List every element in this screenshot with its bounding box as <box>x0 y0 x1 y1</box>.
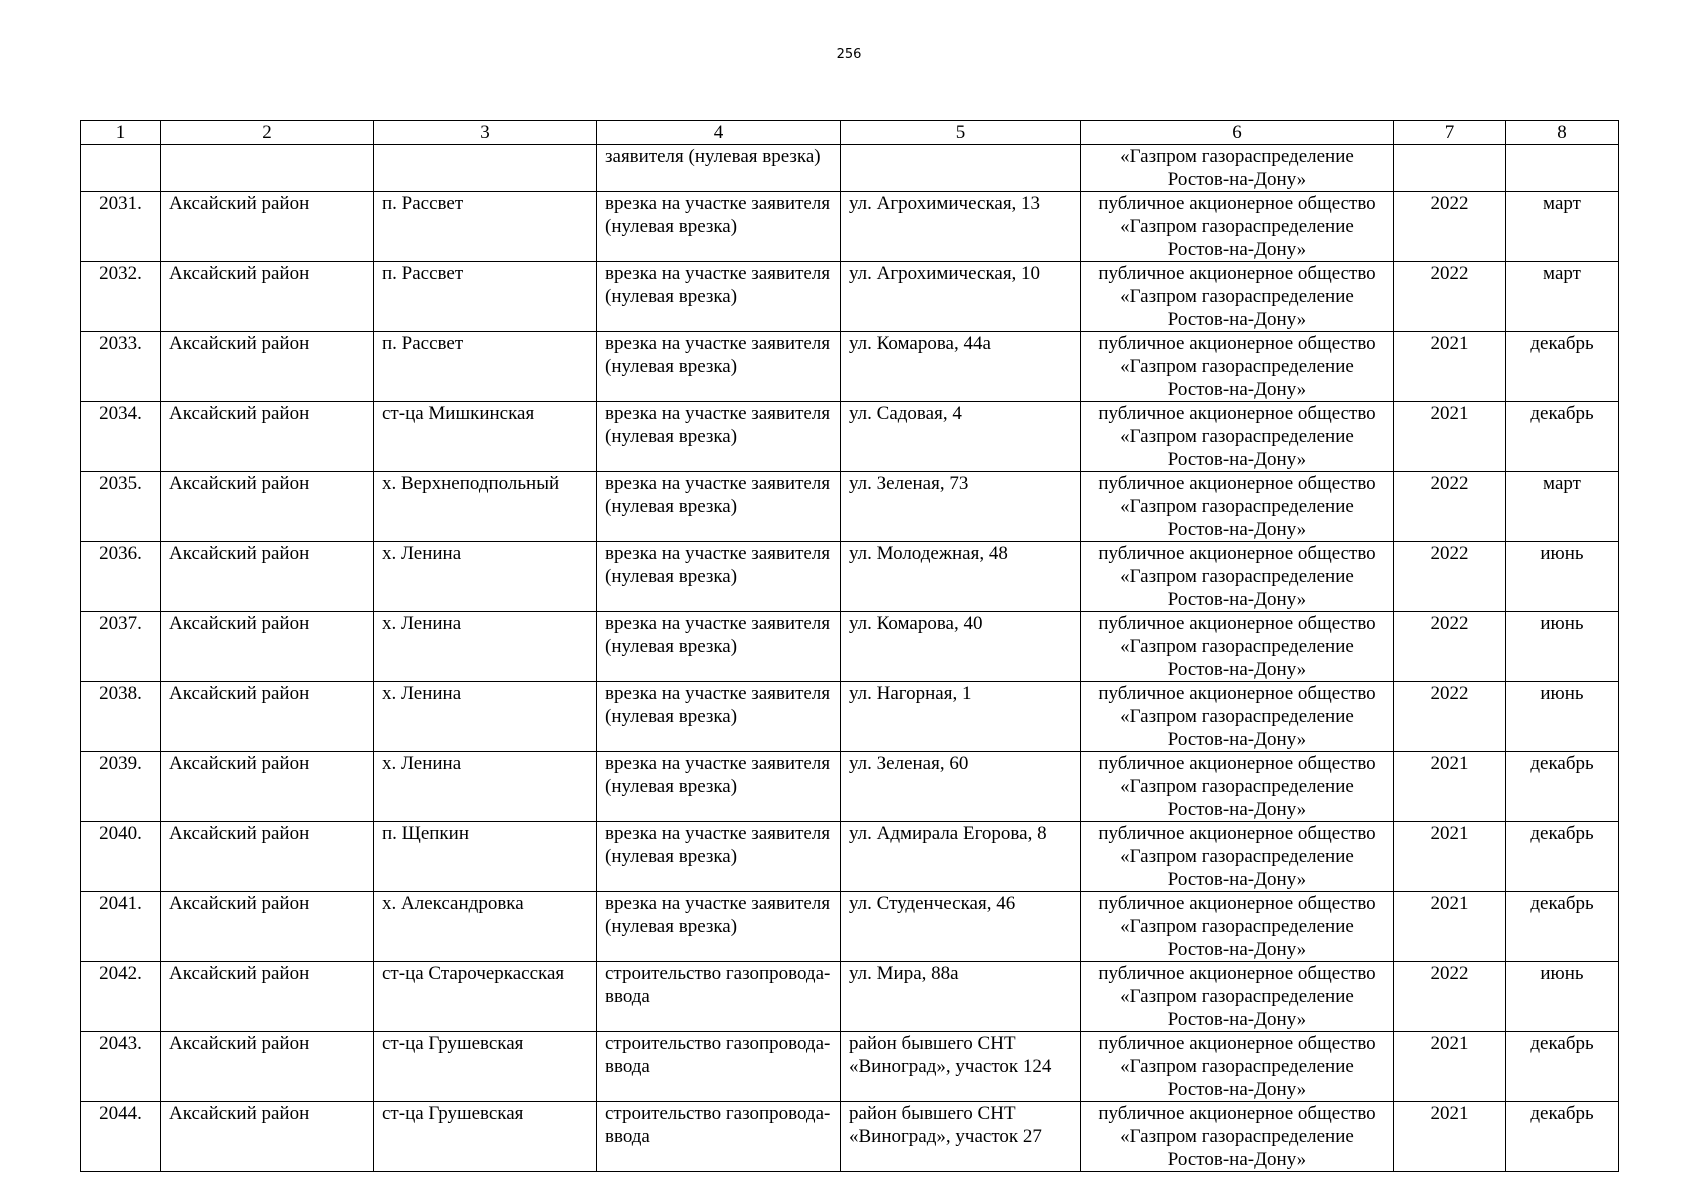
month-cell: декабрь <box>1506 1032 1619 1102</box>
work-type-cell: врезка на участке заявителя (нулевая врезка) <box>597 402 841 472</box>
row-number-cell: 2043. <box>81 1032 161 1102</box>
district-cell: Аксайский район <box>161 822 374 892</box>
address-cell: ул. Садовая, 4 <box>841 402 1081 472</box>
district-cell: Аксайский район <box>161 402 374 472</box>
year-cell: 2022 <box>1394 962 1506 1032</box>
month-cell: декабрь <box>1506 892 1619 962</box>
column-number-header-row <box>81 121 1619 145</box>
work-type-cell: врезка на участке заявителя (нулевая врезка) <box>597 472 841 542</box>
work-type-cell: врезка на участке заявителя (нулевая врезка) <box>597 682 841 752</box>
table-cell <box>81 145 161 192</box>
district-cell: Аксайский район <box>161 332 374 402</box>
year-cell: 2021 <box>1394 402 1506 472</box>
table-row <box>81 892 1619 962</box>
organization-cell: публичное акционерное общество «Газпром газораспределение Ростов-на-Дону» <box>1081 402 1394 472</box>
row-number-cell: 2032. <box>81 262 161 332</box>
work-type-cell: врезка на участке заявителя (нулевая врезка) <box>597 262 841 332</box>
year-cell: 2022 <box>1394 542 1506 612</box>
month-cell: декабрь <box>1506 752 1619 822</box>
work-type-cell: врезка на участке заявителя (нулевая врезка) <box>597 892 841 962</box>
month-cell: декабрь <box>1506 402 1619 472</box>
table-row <box>81 612 1619 682</box>
row-number-cell: 2040. <box>81 822 161 892</box>
table-row <box>81 472 1619 542</box>
district-cell: Аксайский район <box>161 192 374 262</box>
locality-cell: х. Ленина <box>374 682 597 752</box>
row-number-cell: 2041. <box>81 892 161 962</box>
table-row <box>81 752 1619 822</box>
organization-cell: публичное акционерное общество «Газпром газораспределение Ростов-на-Дону» <box>1081 822 1394 892</box>
organization-cell: публичное акционерное общество «Газпром газораспределение Ростов-на-Дону» <box>1081 962 1394 1032</box>
row-number-cell: 2034. <box>81 402 161 472</box>
locality-cell: ст-ца Грушевская <box>374 1032 597 1102</box>
district-cell: Аксайский район <box>161 612 374 682</box>
locality-cell: х. Верхнеподпольный <box>374 472 597 542</box>
address-cell: ул. Молодежная, 48 <box>841 542 1081 612</box>
table-cell <box>1394 145 1506 192</box>
column-header: 2 <box>161 121 374 145</box>
address-cell: ул. Адмирала Егорова, 8 <box>841 822 1081 892</box>
month-cell: июнь <box>1506 542 1619 612</box>
organization-cell: публичное акционерное общество «Газпром газораспределение Ростов-на-Дону» <box>1081 192 1394 262</box>
organization-cell: публичное акционерное общество «Газпром газораспределение Ростов-на-Дону» <box>1081 752 1394 822</box>
row-number-cell: 2042. <box>81 962 161 1032</box>
table-row <box>81 1102 1619 1172</box>
address-cell: ул. Студенческая, 46 <box>841 892 1081 962</box>
column-header: 6 <box>1081 121 1394 145</box>
work-type-cell: строительство газопровода-ввода <box>597 1102 841 1172</box>
gas-connection-table <box>80 120 1619 1172</box>
month-cell: июнь <box>1506 612 1619 682</box>
row-number-cell: 2038. <box>81 682 161 752</box>
row-number-cell: 2036. <box>81 542 161 612</box>
table-cell <box>1506 145 1619 192</box>
district-cell: Аксайский район <box>161 262 374 332</box>
locality-cell: х. Ленина <box>374 612 597 682</box>
organization-cell: публичное акционерное общество «Газпром газораспределение Ростов-на-Дону» <box>1081 542 1394 612</box>
address-cell: район бывшего СНТ «Виноград», участок 27 <box>841 1102 1081 1172</box>
month-cell: декабрь <box>1506 1102 1619 1172</box>
address-cell: ул. Мира, 88а <box>841 962 1081 1032</box>
district-cell: Аксайский район <box>161 472 374 542</box>
locality-cell: п. Рассвет <box>374 192 597 262</box>
address-cell: ул. Агрохимическая, 10 <box>841 262 1081 332</box>
row-number-cell: 2035. <box>81 472 161 542</box>
year-cell: 2021 <box>1394 1102 1506 1172</box>
column-header: 7 <box>1394 121 1506 145</box>
work-type-cell: врезка на участке заявителя (нулевая врезка) <box>597 192 841 262</box>
year-cell: 2021 <box>1394 892 1506 962</box>
address-cell: ул. Комарова, 44а <box>841 332 1081 402</box>
table-row <box>81 402 1619 472</box>
table-row <box>81 1032 1619 1102</box>
table-row <box>81 962 1619 1032</box>
locality-cell: х. Александровка <box>374 892 597 962</box>
organization-cell: публичное акционерное общество «Газпром газораспределение Ростов-на-Дону» <box>1081 1032 1394 1102</box>
address-cell: ул. Агрохимическая, 13 <box>841 192 1081 262</box>
page-number: 256 <box>836 47 862 62</box>
column-header: 3 <box>374 121 597 145</box>
district-cell: Аксайский район <box>161 962 374 1032</box>
address-cell: ул. Комарова, 40 <box>841 612 1081 682</box>
month-cell: март <box>1506 192 1619 262</box>
district-cell: Аксайский район <box>161 892 374 962</box>
locality-cell: п. Рассвет <box>374 262 597 332</box>
address-cell: район бывшего СНТ «Виноград», участок 124 <box>841 1032 1081 1102</box>
year-cell: 2021 <box>1394 822 1506 892</box>
year-cell: 2022 <box>1394 192 1506 262</box>
table-row <box>81 262 1619 332</box>
organization-cell: публичное акционерное общество «Газпром газораспределение Ростов-на-Дону» <box>1081 472 1394 542</box>
work-type-cell: строительство газопровода-ввода <box>597 1032 841 1102</box>
table-row <box>81 542 1619 612</box>
row-number-cell: 2031. <box>81 192 161 262</box>
column-header: 8 <box>1506 121 1619 145</box>
year-cell: 2021 <box>1394 1032 1506 1102</box>
organization-cell: публичное акционерное общество «Газпром газораспределение Ростов-на-Дону» <box>1081 332 1394 402</box>
table-cell <box>841 145 1081 192</box>
work-type-cell: врезка на участке заявителя (нулевая врезка) <box>597 612 841 682</box>
column-header: 5 <box>841 121 1081 145</box>
work-type-cell: врезка на участке заявителя (нулевая врезка) <box>597 542 841 612</box>
year-cell: 2022 <box>1394 682 1506 752</box>
table-row <box>81 192 1619 262</box>
year-cell: 2021 <box>1394 332 1506 402</box>
organization-cell: публичное акционерное общество «Газпром газораспределение Ростов-на-Дону» <box>1081 262 1394 332</box>
locality-cell: ст-ца Мишкинская <box>374 402 597 472</box>
locality-cell: х. Ленина <box>374 752 597 822</box>
work-type-cell: врезка на участке заявителя (нулевая врезка) <box>597 822 841 892</box>
work-type-cell: строительство газопровода-ввода <box>597 962 841 1032</box>
locality-cell: ст-ца Грушевская <box>374 1102 597 1172</box>
organization-cell: публичное акционерное общество «Газпром газораспределение Ростов-на-Дону» <box>1081 682 1394 752</box>
table-cell <box>374 145 597 192</box>
district-cell: Аксайский район <box>161 1102 374 1172</box>
locality-cell: п. Щепкин <box>374 822 597 892</box>
row-number-cell: 2037. <box>81 612 161 682</box>
organization-cell: «Газпром газораспределение Ростов-на-Дону» <box>1081 145 1394 192</box>
year-cell: 2021 <box>1394 752 1506 822</box>
address-cell: ул. Зеленая, 60 <box>841 752 1081 822</box>
table-cell <box>161 145 374 192</box>
district-cell: Аксайский район <box>161 542 374 612</box>
month-cell: декабрь <box>1506 332 1619 402</box>
column-header: 4 <box>597 121 841 145</box>
row-number-cell: 2044. <box>81 1102 161 1172</box>
address-cell: ул. Нагорная, 1 <box>841 682 1081 752</box>
address-cell: ул. Зеленая, 73 <box>841 472 1081 542</box>
table-row <box>81 822 1619 892</box>
year-cell: 2022 <box>1394 472 1506 542</box>
locality-cell: х. Ленина <box>374 542 597 612</box>
organization-cell: публичное акционерное общество «Газпром газораспределение Ростов-на-Дону» <box>1081 1102 1394 1172</box>
locality-cell: ст-ца Старочеркасская <box>374 962 597 1032</box>
district-cell: Аксайский район <box>161 1032 374 1102</box>
continuation-row <box>81 145 1619 192</box>
locality-cell: п. Рассвет <box>374 332 597 402</box>
column-header: 1 <box>81 121 161 145</box>
row-number-cell: 2039. <box>81 752 161 822</box>
district-cell: Аксайский район <box>161 682 374 752</box>
table-row <box>81 682 1619 752</box>
work-type-cell: врезка на участке заявителя (нулевая врезка) <box>597 752 841 822</box>
row-number-cell: 2033. <box>81 332 161 402</box>
table-row <box>81 332 1619 402</box>
work-type-cell: врезка на участке заявителя (нулевая врезка) <box>597 332 841 402</box>
month-cell: июнь <box>1506 962 1619 1032</box>
month-cell: март <box>1506 472 1619 542</box>
organization-cell: публичное акционерное общество «Газпром газораспределение Ростов-на-Дону» <box>1081 892 1394 962</box>
month-cell: март <box>1506 262 1619 332</box>
year-cell: 2022 <box>1394 262 1506 332</box>
work-type-cell: заявителя (нулевая врезка) <box>597 145 841 192</box>
month-cell: июнь <box>1506 682 1619 752</box>
district-cell: Аксайский район <box>161 752 374 822</box>
year-cell: 2022 <box>1394 612 1506 682</box>
organization-cell: публичное акционерное общество «Газпром газораспределение Ростов-на-Дону» <box>1081 612 1394 682</box>
month-cell: декабрь <box>1506 822 1619 892</box>
